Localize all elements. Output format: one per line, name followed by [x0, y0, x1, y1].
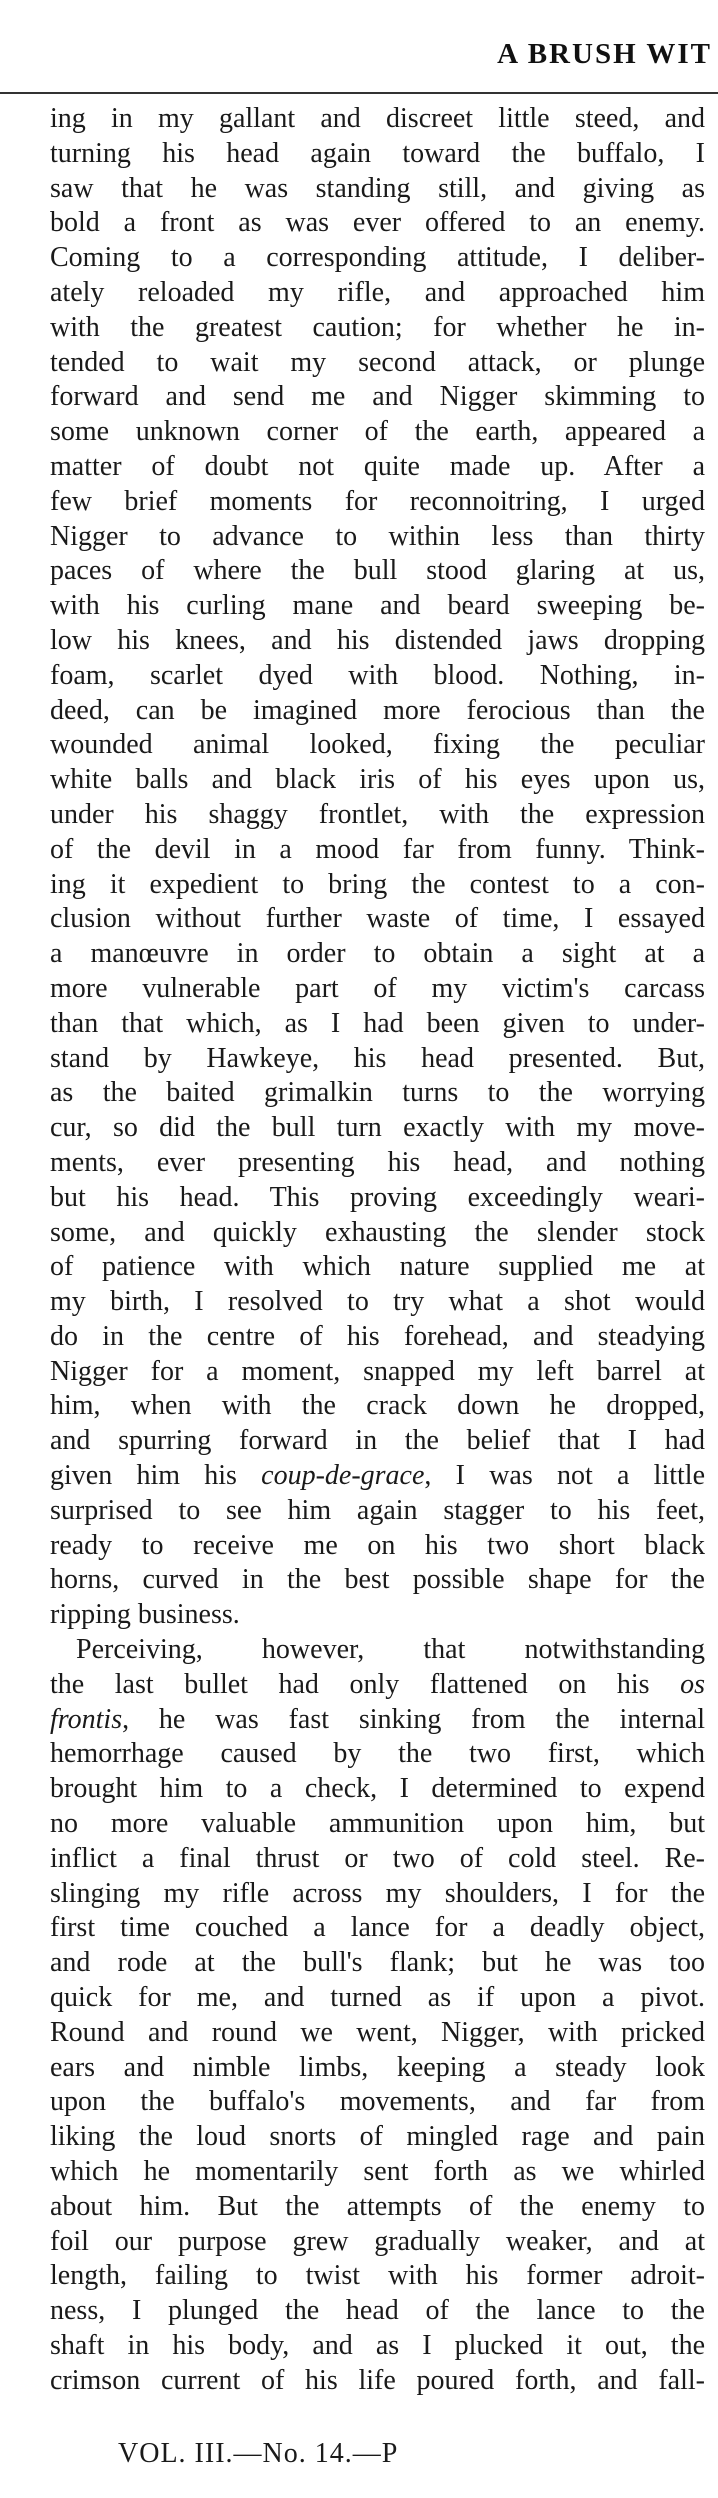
- text-line: ready to receive me on his two short black: [50, 1529, 705, 1561]
- text-line: Nigger for a moment, snapped my left barrel at: [50, 1355, 705, 1387]
- text-line: ately reloaded my rifle, and approached him: [50, 276, 705, 308]
- text-line: of patience with which nature supplied me at: [50, 1251, 705, 1283]
- italic-term: frontis: [50, 1703, 123, 1735]
- text-line: surprised to see him again stagger to his feet,: [50, 1494, 705, 1526]
- text-line: Round and round we went, Nigger, with pricked: [50, 2016, 705, 2048]
- text-line: quick for me, and turned as if upon a pivot.: [50, 1982, 705, 2014]
- text-fragment: given him his: [50, 1460, 262, 1492]
- text-line: of the devil in a mood far from funny. Think-: [50, 833, 705, 865]
- text-line: first time couched a lance for a deadly object,: [50, 1912, 705, 1944]
- text-line: upon the buffalo's movements, and far from: [50, 2086, 705, 2118]
- header-rule: [0, 92, 718, 94]
- text-line: ing in my gallant and discreet little steed, and: [50, 103, 705, 134]
- text-line: ears and nimble limbs, keeping a steady look: [50, 2051, 705, 2083]
- text-line: foil our purpose grew gradually weaker, and at: [50, 2225, 705, 2257]
- text-line-frontis: [50, 1703, 705, 1738]
- text-line: with his curling mane and beard sweeping be-: [50, 590, 705, 622]
- text-line: liking the loud snorts of mingled rage and pain: [50, 2121, 705, 2153]
- italic-term: os: [680, 1668, 705, 1700]
- text-line: than that which, as I had been given to under-: [50, 1007, 705, 1039]
- text-fragment: , he was fast sinking from the internal: [122, 1703, 705, 1735]
- text-line: ness, I plunged the head of the lance to the: [50, 2295, 705, 2327]
- text-line: a manœuvre in order to obtain a sight at a: [50, 938, 705, 970]
- text-line: Coming to a corresponding attitude, I deliber-: [50, 242, 705, 274]
- text-line: inflict a final thrust or two of cold steel. Re-: [50, 1842, 705, 1874]
- text-line: tended to wait my second attack, or plunge: [50, 346, 705, 378]
- text-line: bold a front as was ever offered to an enemy.: [50, 207, 705, 239]
- paragraph-first-line: Perceiving, however, that notwithstanding: [76, 1634, 705, 1666]
- text-line: stand by Hawkeye, his head presented. But,: [50, 1042, 705, 1074]
- text-line: crimson current of his life poured forth, and fall-: [50, 2364, 705, 2396]
- text-line: turning his head again toward the buffalo, I: [50, 137, 705, 169]
- text-line: few brief moments for reconnoitring, I urged: [50, 485, 705, 517]
- text-line: some, and quickly exhausting the slender stock: [50, 1216, 705, 1248]
- text-fragment: the last bullet had only flattened on his: [50, 1668, 681, 1700]
- text-line: and spurring forward in the belief that I had: [50, 1425, 705, 1457]
- text-line: forward and send me and Nigger skimming to: [50, 381, 705, 413]
- text-line: shaft in his body, and as I plucked it out, the: [50, 2330, 705, 2361]
- text-line: as the baited grimalkin turns to the worrying: [50, 1077, 705, 1109]
- text-fragment: , I was not a little: [424, 1460, 705, 1492]
- text-line: length, failing to twist with his former adroit-: [50, 2260, 705, 2292]
- signature-mark: VOL. III.—No. 14.—P: [118, 2438, 399, 2469]
- text-line: with the greatest caution; for whether he in-: [50, 311, 705, 343]
- text-line: clusion without further waste of time, I essayed: [50, 903, 705, 935]
- text-line: more vulnerable part of my victim's carcass: [50, 972, 705, 1004]
- text-line: low his knees, and his distended jaws dropping: [50, 624, 705, 656]
- text-line: do in the centre of his forehead, and steadying: [50, 1320, 705, 1352]
- text-line: slinging my rifle across my shoulders, I for the: [50, 1877, 705, 1909]
- text-line: but his head. This proving exceedingly weari-: [50, 1181, 705, 1213]
- text-line-coup: [50, 1459, 705, 1494]
- text-line: ripping business.: [50, 1599, 240, 1631]
- text-line: horns, curved in the best possible shape for the: [50, 1564, 705, 1596]
- text-line: deed, can be imagined more ferocious than the: [50, 694, 705, 726]
- text-line: cur, so did the bull turn exactly with my move-: [50, 1112, 705, 1144]
- text-line: him, when with the crack down he dropped,: [50, 1390, 705, 1422]
- text-line: foam, scarlet dyed with blood. Nothing, in-: [50, 659, 705, 691]
- text-line: ing it expedient to bring the contest to a con-: [50, 868, 705, 900]
- text-line: brought him to a check, I determined to expend: [50, 1773, 705, 1805]
- text-line: and rode at the bull's flank; but he was too: [50, 1947, 705, 1979]
- italic-term: coup-de-grace: [261, 1460, 425, 1492]
- text-line: no more valuable ammunition upon him, but: [50, 1808, 705, 1840]
- text-line: wounded animal looked, fixing the peculiar: [50, 729, 705, 761]
- text-line-os: [50, 1668, 705, 1703]
- text-line: which he momentarily sent forth as we whirled: [50, 2156, 705, 2188]
- text-line: about him. But the attempts of the enemy to: [50, 2190, 705, 2222]
- text-line: white balls and black iris of his eyes upon us,: [50, 764, 705, 796]
- body-text: [50, 102, 705, 2399]
- text-line: my birth, I resolved to try what a shot would: [50, 1286, 705, 1318]
- text-line: Nigger to advance to within less than thirty: [50, 520, 705, 552]
- text-line: paces of where the bull stood glaring at us,: [50, 555, 705, 587]
- text-line: under his shaggy frontlet, with the expression: [50, 798, 705, 830]
- text-line: hemorrhage caused by the two first, which: [50, 1738, 705, 1770]
- text-line: matter of doubt not quite made up. After a: [50, 450, 705, 482]
- text-line: saw that he was standing still, and giving as: [50, 172, 705, 204]
- text-line: some unknown corner of the earth, appeared a: [50, 416, 705, 448]
- running-head: A BRUSH WIT: [497, 38, 712, 70]
- text-line: ments, ever presenting his head, and nothing: [50, 1146, 705, 1178]
